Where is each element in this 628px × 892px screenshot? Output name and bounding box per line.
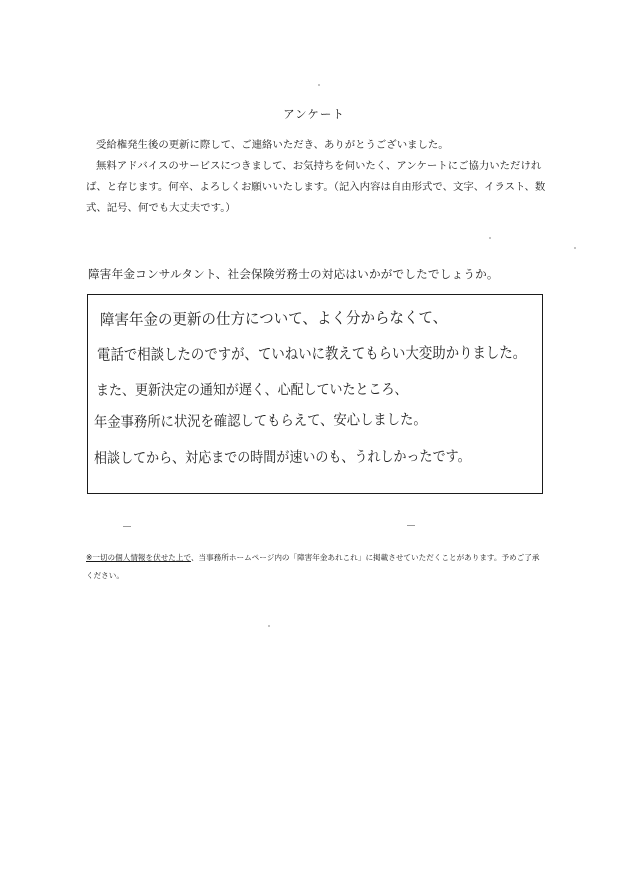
survey-question: 障害年金コンサルタント、社会保険労務士の対応はいかがでしたでしょうか。 — [88, 267, 499, 281]
handwritten-line-2: 電話で相談したのですが、ていねいに教えてもらい大変助かりました。 — [96, 343, 527, 364]
scan-mark-left — [123, 526, 131, 527]
handwritten-answer-box — [87, 294, 543, 494]
handwritten-line-4: 年金事務所に状況を確認してもらえて、安心しました。 — [93, 411, 427, 431]
scan-speck — [318, 84, 320, 86]
handwritten-line-1: 障害年金の更新の仕方について、よく分からなくて、 — [99, 308, 448, 329]
privacy-footnote — [86, 549, 546, 585]
footnote-underlined-text: ※一切の個人情報を伏せた上で — [86, 553, 191, 562]
intro-paragraph-1: 受給権発生後の更新に際して、ご連絡いただき、ありがとうございました。 — [96, 139, 449, 151]
scan-speck — [574, 247, 576, 249]
footnote-text: 、当事務所ホームページ内の「障害年金あれこれ」に掲載させていただくことがあります。予めご了承ください。 — [86, 553, 540, 580]
handwritten-line-5: 相談してから、対応までの時間が速いのも、うれしかったです。 — [93, 448, 471, 467]
handwritten-line-3: また、更新決定の通知が遅く、心配していたところ、 — [95, 380, 408, 399]
intro-text — [86, 135, 556, 219]
scan-speck — [489, 237, 491, 239]
intro-paragraph-2: 無料アドバイスのサービスにつきまして、お気持ちを伺いたく、アンケートにご協力いただければ、と存じます。何卒、よろしくお願いいたします。（記入内容は自由形式で、文字、イラスト、数式、記号、何でも大丈夫です。） — [86, 160, 546, 214]
page-title: アンケート — [283, 107, 345, 121]
scan-mark-right — [407, 525, 415, 526]
scan-speck — [268, 625, 270, 627]
